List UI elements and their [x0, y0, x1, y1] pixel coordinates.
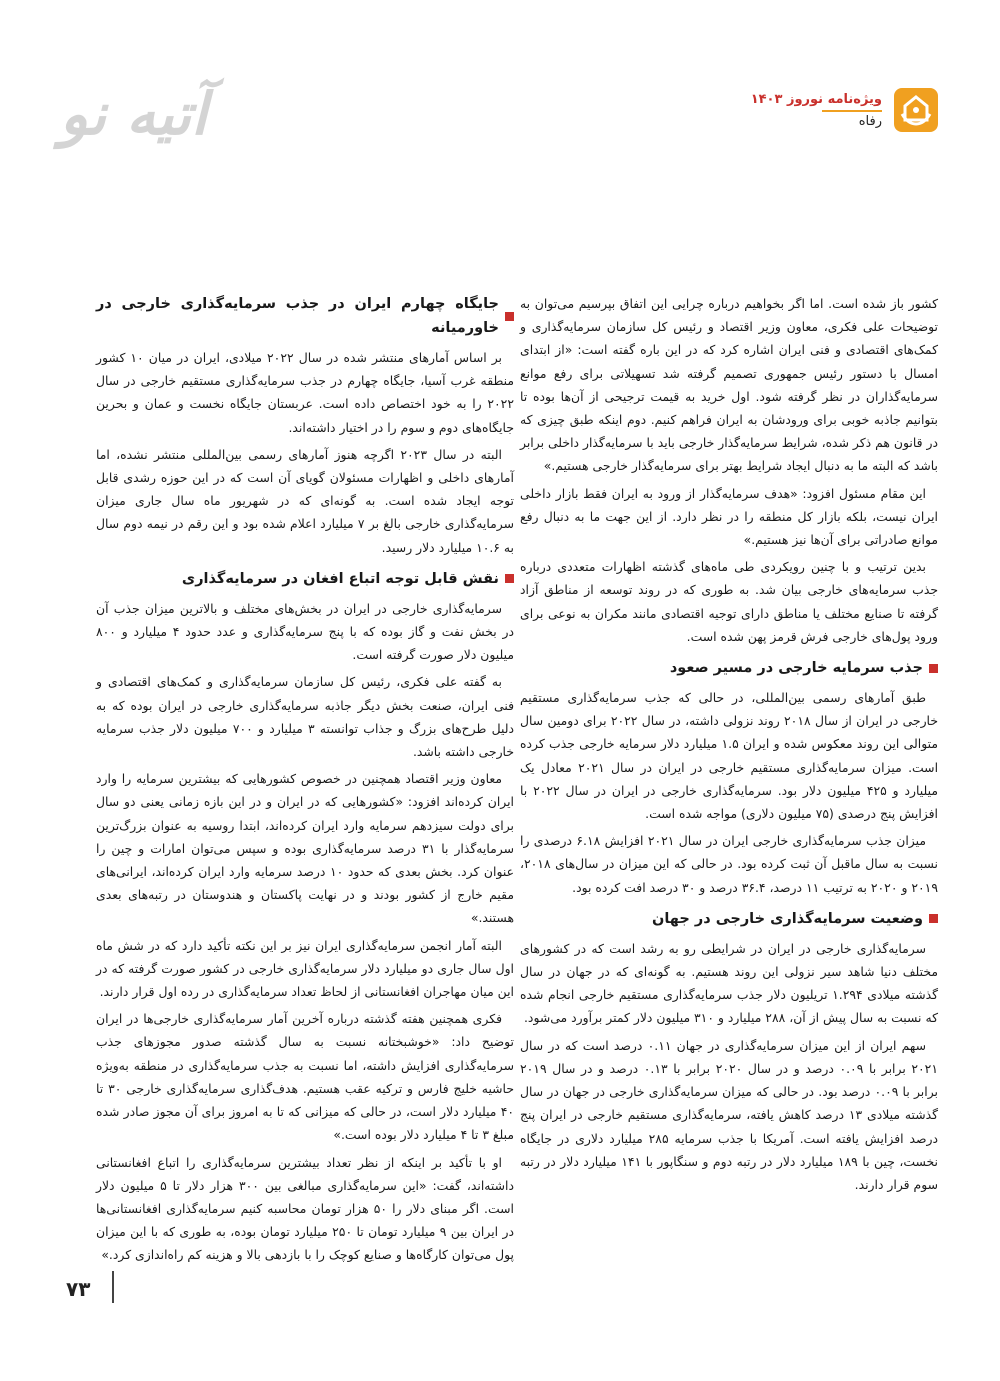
magazine-brand: آتیه نو: [60, 80, 208, 148]
section-heading: [520, 907, 938, 931]
body-paragraph: البته در سال ۲۰۲۳ اگرچه هنوز آمارهای رسمی بین‌المللی منتشر نشده، اما آمارهای داخلی و اظهارات مسئولان گویای آن است که در این حوزه رشدی قابل توجه ایجاد شده است. به گونه‌ای که در شهریور ماه سال جاری میزان سرمایه‌گذاری خارجی بالغ بر ۷ میلیارد اعلام شده بود و این رقم در نیمه دوم سال به ۱۰.۶ میلیارد دلار رسید.: [96, 446, 514, 555]
section-label: رفاه: [858, 114, 882, 129]
page-header: [0, 80, 1000, 160]
body-paragraph: این مقام مسئول افزود: «هدف سرمایه‌گذار از ورود به ایران فقط بازار داخلی ایران نیست، بلکه بازار کل منطقه را در نظر دارد. از این جهت ما به دنبال رفع موانع صادراتی برای آن‌ها نیز هستیم.»: [520, 485, 938, 548]
header-divider: [822, 110, 882, 112]
body-paragraph: به گفته علی فکری، رئیس کل سازمان سرمایه‌گذاری و کمک‌های اقتصادی و فنی ایران، صنعت بخش دیگر جاذبه سرمایه‌گذاری خارجی در ایران بوده که به دلیل طرح‌های بزرگ و جذاب توانسته ۳ میلیارد و ۷۰۰ میلیون دلار جذب سرمایه خارجی داشته باشد.: [96, 674, 514, 760]
body-paragraph: معاون وزیر اقتصاد همچنین در خصوص کشورهایی که بیشترین سرمایه را وارد ایران کرده‌اند افزود: «کشورهایی که در ایران و در این بازه زمانی یعنی دو سال برای دولت سیزدهم سرمایه وارد ایران کرده‌اند، ابتدا روسیه به عنوان بزرگ‌ترین سرمایه‌گذار با ۳۱ درصد سرمایه‌گذاری بوده و سپس می‌توان امارات و چین را عنوان کرد. بخش بعدی که حدود ۱۰ درصد سرمایه وارد ایران کرده‌اند، ایرانی‌های مقیم خارج از کشور بودند و در نهایت پاکستان و هندوستان در رتبه‌های بعدی هستند.»: [96, 771, 514, 926]
page-number-divider: [112, 1271, 114, 1303]
section-heading: [96, 292, 514, 340]
rafah-logo: [894, 88, 938, 132]
heading-bullet-icon: [929, 664, 938, 673]
body-paragraph: طبق آمارهای رسمی بین‌المللی، در حالی که جذب سرمایه‌گذاری مستقیم خارجی در ایران از سال ۲۰۱۸ روند نزولی داشته، در سال ۲۰۲۲ برای دومین سال متوالی این روند معکوس شده و ایران ۱.۵ میلیارد دلار سرمایه خارجی جذب کرده است. میزان سرمایه‌گذاری مستقیم خارجی در ایران در سال ۲۰۲۱ معادل یک میلیارد و ۴۲۵ میلیون دلار بود. سرمایه‌گذاری خارجی در ایران در سال ۲۰۲۲ با افزایش پنج درصدی (۷۵ میلیون دلاری) مواجه شده است.: [520, 690, 939, 822]
heading-text: جذب سرمایه خارجی در مسیر صعود: [669, 660, 923, 677]
body-paragraph: سرمایه‌گذاری خارجی در ایران در بخش‌های مختلف و بالاترین میزان جذب آن در بخش نفت و گاز بوده که با پنج سرمایه‌گذاری و عدد حدود ۴ میلیارد و ۸۰۰ میلیون دلار صورت گرفته است.: [96, 600, 514, 663]
right-column: [520, 292, 938, 1200]
body-paragraph: سرمایه‌گذاری خارجی در ایران در شرایطی رو به رشد است که در کشورهای مختلف دنیا شاهد سیر نزولی این روند هستیم. به گونه‌ای که در جهان در سال گذشته میلادی ۱.۲۹۴ تریلیون دلار جذب سرمایه‌گذاری مستقیم خارجی انجام شده که نسبت به سال پیش از آن، ۲۸۸ میلیارد و ۳۱۰ میلیون دلار کمتر برآورد می‌شود.: [520, 940, 939, 1026]
body-paragraph: بر اساس آمارهای منتشر شده در سال ۲۰۲۲ میلادی، ایران در میان ۱۰ کشور منطقه غرب آسیا، جایگاه چهارم در جذب سرمایه‌گذاری مستقیم خارجی در سال ۲۰۲۲ را به خود اختصاص داده است. عربستان جایگاه نخست و عمان و بحرین جایگاه‌های دوم و سوم را در اختیار داشته‌اند.: [96, 350, 514, 435]
body-paragraph: سهم ایران از این میزان سرمایه‌گذاری در جهان ۰.۱۱ درصد است که در سال ۲۰۲۱ برابر با ۰.۰۹ درصد و در سال ۲۰۲۰ برابر با ۰.۱۳ درصد و در سال ۲۰۱۹ برابر با ۰.۰۹ درصد بود. در حالی که میزان سرمایه‌گذاری خارجی در جهان در سال گذشته میلادی ۱۳ درصد کاهش یافته، سرمایه‌گذاری مستقیم خارجی در ایران پنج درصد افزایش یافته است. آمریکا با جذب سرمایه ۲۸۵ میلیارد دلاری در جایگاه نخست، چین با ۱۸۹ میلیارد دلار در رتبه دوم و سنگاپور با ۱۴۱ میلیارد دلار در رتبه سوم قرار دارند.: [520, 1037, 938, 1192]
body-paragraph: فکری همچنین هفته گذشته درباره آخرین آمار سرمایه‌گذاری خارجی‌ها در ایران توضیح داد: «خوشبختانه نسبت به سال گذشته صدور مجوزهای جذب سرمایه‌گذاری افزایش داشته، اما نسبت به جذب سرمایه‌گذاری در منطقه به‌ویژه حاشیه خلیج فارس و ترکیه عقب هستیم. هدف‌گذاری سرمایه‌گذاری خارجی ۳۰ تا ۴۰ میلیارد دلار است، در حالی که میزانی که تا به امروز برای آن مجوز صادر شده مبلغ ۳ تا ۴ میلیارد دلار بوده است.»: [96, 1011, 514, 1143]
hands-house-icon: [894, 88, 938, 132]
heading-bullet-icon: [505, 312, 514, 321]
heading-bullet-icon: [505, 574, 514, 583]
body-paragraph: کشور باز شده است. اما اگر بخواهیم درباره چرایی این اتفاق بپرسیم می‌توان به توضیحات علی فکری، معاون وزیر اقتصاد و رئیس کل سازمان سرمایه‌گذاری و کمک‌های اقتصادی و فنی ایران اشاره کرد که در این باره گفته است: «از ابتدای امسال با دستور رئیس جمهوری تصمیم گرفته شد تسهیلاتی برای رفع موانع سرمایه‌گذاران در نظر گرفته شود. اول خرید به قیمت ترجیحی از آن‌ها بوده تا بتوانیم جاذبه خوبی برای ورودشان به ایران فراهم کنیم. دوم اینکه طبق چیزی که در قانون هم ذکر شده، شرایط سرمایه‌گذار خارجی باید با سرمایه‌گذار داخلی برابر باشد که البته ما به دنبال ایجاد شرایط بهتر برای سرمایه‌گذار خارجی هستیم.»: [520, 296, 938, 474]
body-paragraph: البته آمار انجمن سرمایه‌گذاری ایران نیز بر این نکته تأکید دارد که در شش ماه اول سال جاری دو میلیارد دلار سرمایه‌گذاری خارجی در کشور صورت گرفته که در این میان مهاجران افغانستانی از لحاظ تعداد سرمایه‌گذاری در رده اول قرار دارند.: [96, 937, 514, 1000]
section-heading: [520, 656, 938, 680]
body-paragraph: او با تأکید بر اینکه از نظر تعداد بیشترین سرمایه‌گذاری را اتباع افغانستانی داشته‌اند، گفت: «این سرمایه‌گذاری مبالغی بین ۳۰۰ هزار دلار تا ۵ میلیون دلار است. اگر مبنای دلار را ۵۰ هزار تومان محاسبه کنیم سرمایه‌گذاری افغانستانی‌ها در ایران بین ۹ میلیارد تومان تا ۲۵۰ میلیارد تومان بوده، به طوری که با این میزان پول می‌توان کارگاه‌ها و صنایع کوچک را با بازدهی بالا و هزینه کم راه‌اندازی کرد.»: [96, 1154, 515, 1263]
issue-label: ویژه‌نامه نوروز ۱۴۰۳: [750, 92, 882, 107]
heading-bullet-icon: [929, 914, 938, 923]
page-number: ۷۳: [66, 1277, 91, 1301]
heading-text: نقش قابل توجه اتباع افغان در سرمایه‌گذاری: [181, 570, 499, 587]
left-column: [96, 292, 514, 1271]
body-paragraph: میزان جذب سرمایه‌گذاری خارجی ایران در سال ۲۰۲۱ افزایش ۶.۱۸ درصدی را نسبت به سال ماقبل آن ثبت کرده بود. در حالی که این میزان در سال‌های ۲۰۱۸، ۲۰۱۹ و ۲۰۲۰ به ترتیب ۱۱ درصد، ۳۶.۴ درصد و ۳۰ درصد افت کرده بود.: [520, 833, 938, 895]
section-heading: [96, 567, 514, 591]
heading-text: وضعیت سرمایه‌گذاری خارجی در جهان: [651, 910, 923, 927]
body-paragraph: بدین ترتیب و با چنین رویکردی طی ماه‌های گذشته اظهارات متعددی درباره جذب سرمایه‌های خارجی بیان شد. به طوری که در روند توسعه از مناطق آزاد گرفته تا صنایع مختلف یا مناطق دارای توجیه اقتصادی مانند مکران به نوعی برای ورود پول‌های خارجی فرش قرمز پهن شده است.: [520, 559, 938, 644]
heading-text: جایگاه چهارم ایران در جذب سرمایه‌گذاری خارجی در خاورمیانه: [96, 296, 499, 336]
